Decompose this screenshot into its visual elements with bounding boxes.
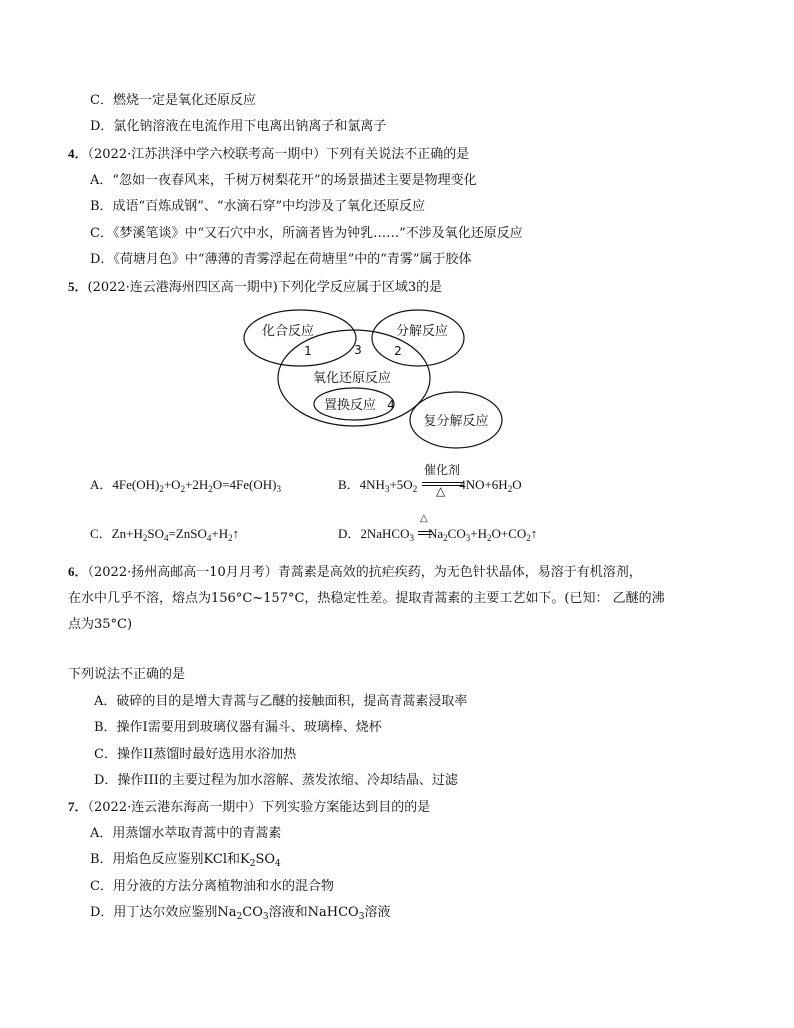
region-3: 3 [354,343,362,357]
q6-stem-line1 [68,563,642,582]
q6-prompt: 下列说法不正确的是 [68,667,186,682]
q6-number: 6． [68,564,88,579]
label-combination: 化合反应 [261,324,315,339]
q7-option-d: D．用丁达尔效应鉴别$Na_2CO_3$溶液和NaHCO$_3$溶液 [90,905,391,922]
q5-b-heat: △ [436,484,446,498]
q7-stem-text: （2022·连云港东海高一期中）下列实验方案能达到目的的是 [87,800,431,815]
q7-d-post: 溶液 [364,905,391,920]
label-displacement: 置换反应 [323,398,377,413]
q7-b-text: B．用焰色反应鉴别KCl和K [90,852,250,867]
label-decomposition: 分解反应 [395,324,449,339]
q3-option-c: C．燃烧一定是氧化还原反应 [90,93,256,108]
region-4: 4 [387,398,395,412]
q5-b-arrow-line [422,482,464,483]
q4-stem [68,145,469,164]
q7-stem [68,798,430,817]
q6-stem-text1: （2022·扬州高邮高一10月月考）青蒿素是高效的抗疟疾药，为无色针状晶体，易溶于有机溶剂， [87,565,642,580]
q5-d-eq-line [418,531,432,532]
q5-b-label: B． [338,477,360,492]
q5-stem [68,278,442,297]
q4-stem-text: （2022·江苏洪泽中学六校联考高一期中）下列有关说法不正确的是 [87,147,470,162]
label-redox: 氧化还原反应 [312,371,392,386]
q5-number: 5． [68,279,88,294]
q7-option-c: C．用分液的方法分离植物油和水的混合物 [90,879,334,894]
q5-d-heat: △ [420,513,428,524]
q7-d-pre: D．用丁达尔效应鉴别Na [90,905,237,920]
q7-d-mid1: CO [242,905,263,920]
q4-option-b: B．成语“百炼成钢”、“水滴石穿”中均涉及了氧化还原反应 [90,199,426,214]
q7-option-a: A．用蒸馏水萃取青蒿中的青蒿素 [90,826,282,841]
q5-option-b: B．$4NH_3+5O_2$ $4NO+6H_2O$ [338,477,522,494]
q7-option-b: B．用焰色反应鉴别KCl和$K_2SO_4$ [90,852,281,869]
q5-d-eq-line2 [418,534,432,535]
q7-d-mid2: 溶液和NaHCO [268,905,359,920]
q6-option-b: B．操作I需要用到玻璃仪器有漏斗、玻璃棒、烧杯 [94,720,382,735]
q6-stem-line3: 点为35°C) [68,617,133,632]
q4-option-a: A．“忽如一夜春风来，千树万树梨花开”的场景描述主要是物理变化 [90,173,477,188]
region-2: 2 [394,344,402,358]
label-double-decomposition: 复分解反应 [423,414,489,429]
q5-option-a: A．$4Fe(OH)_2+O_2+2H_2O=4Fe(OH)_3$ [90,477,281,494]
q5-option-c: C．$Zn+H_2SO_4=ZnSO_4+H_2↑$ [90,526,240,543]
q5-b-catalyst: 催化剂 [424,463,461,477]
q3-option-d: D．氯化钠溶液在电流作用下电离出钠离子和氯离子 [90,119,387,134]
q5-d-label: D． [338,526,361,541]
q4-number: 4． [68,146,88,161]
q5-stem-text: (2022·连云港海州四区高一期中)下列化学反应属于区域3的是 [87,280,443,295]
q5-a-label: A． [90,477,113,492]
q6-option-a: A．破碎的目的是增大青蒿与乙醚的接触面积，提高青蒿素浸取率 [94,694,468,709]
q5-c-label: C． [90,526,112,541]
q6-option-d: D．操作III的主要过程为加水溶解、蒸发浓缩、冷却结晶、过滤 [94,773,458,788]
q7-number: 7． [68,799,88,814]
region-1: 1 [304,344,312,358]
q6-option-c: C．操作II蒸馏时最好选用水浴加热 [94,747,297,762]
q4-option-d: D．《荷塘月色》中“薄薄的青雾浮起在荷塘里”中的“青雾”属于胶体 [90,252,472,267]
reaction-classification-diagram [230,300,520,450]
q6-stem-line2: 在水中几乎不溶，熔点为156°C~157°C，热稳定性差。提取青蒿素的主要工艺如下。(已知： 乙醚的沸 [68,591,665,606]
q4-option-c: C．《梦溪笔谈》中“又石穴中水，所滴者皆为钟乳……”不涉及氧化还原反应 [90,226,523,241]
q5-option-d: D．2NaHCO$_3$ $Na_2CO_3+H_2O+CO_2↑$ [338,526,538,543]
